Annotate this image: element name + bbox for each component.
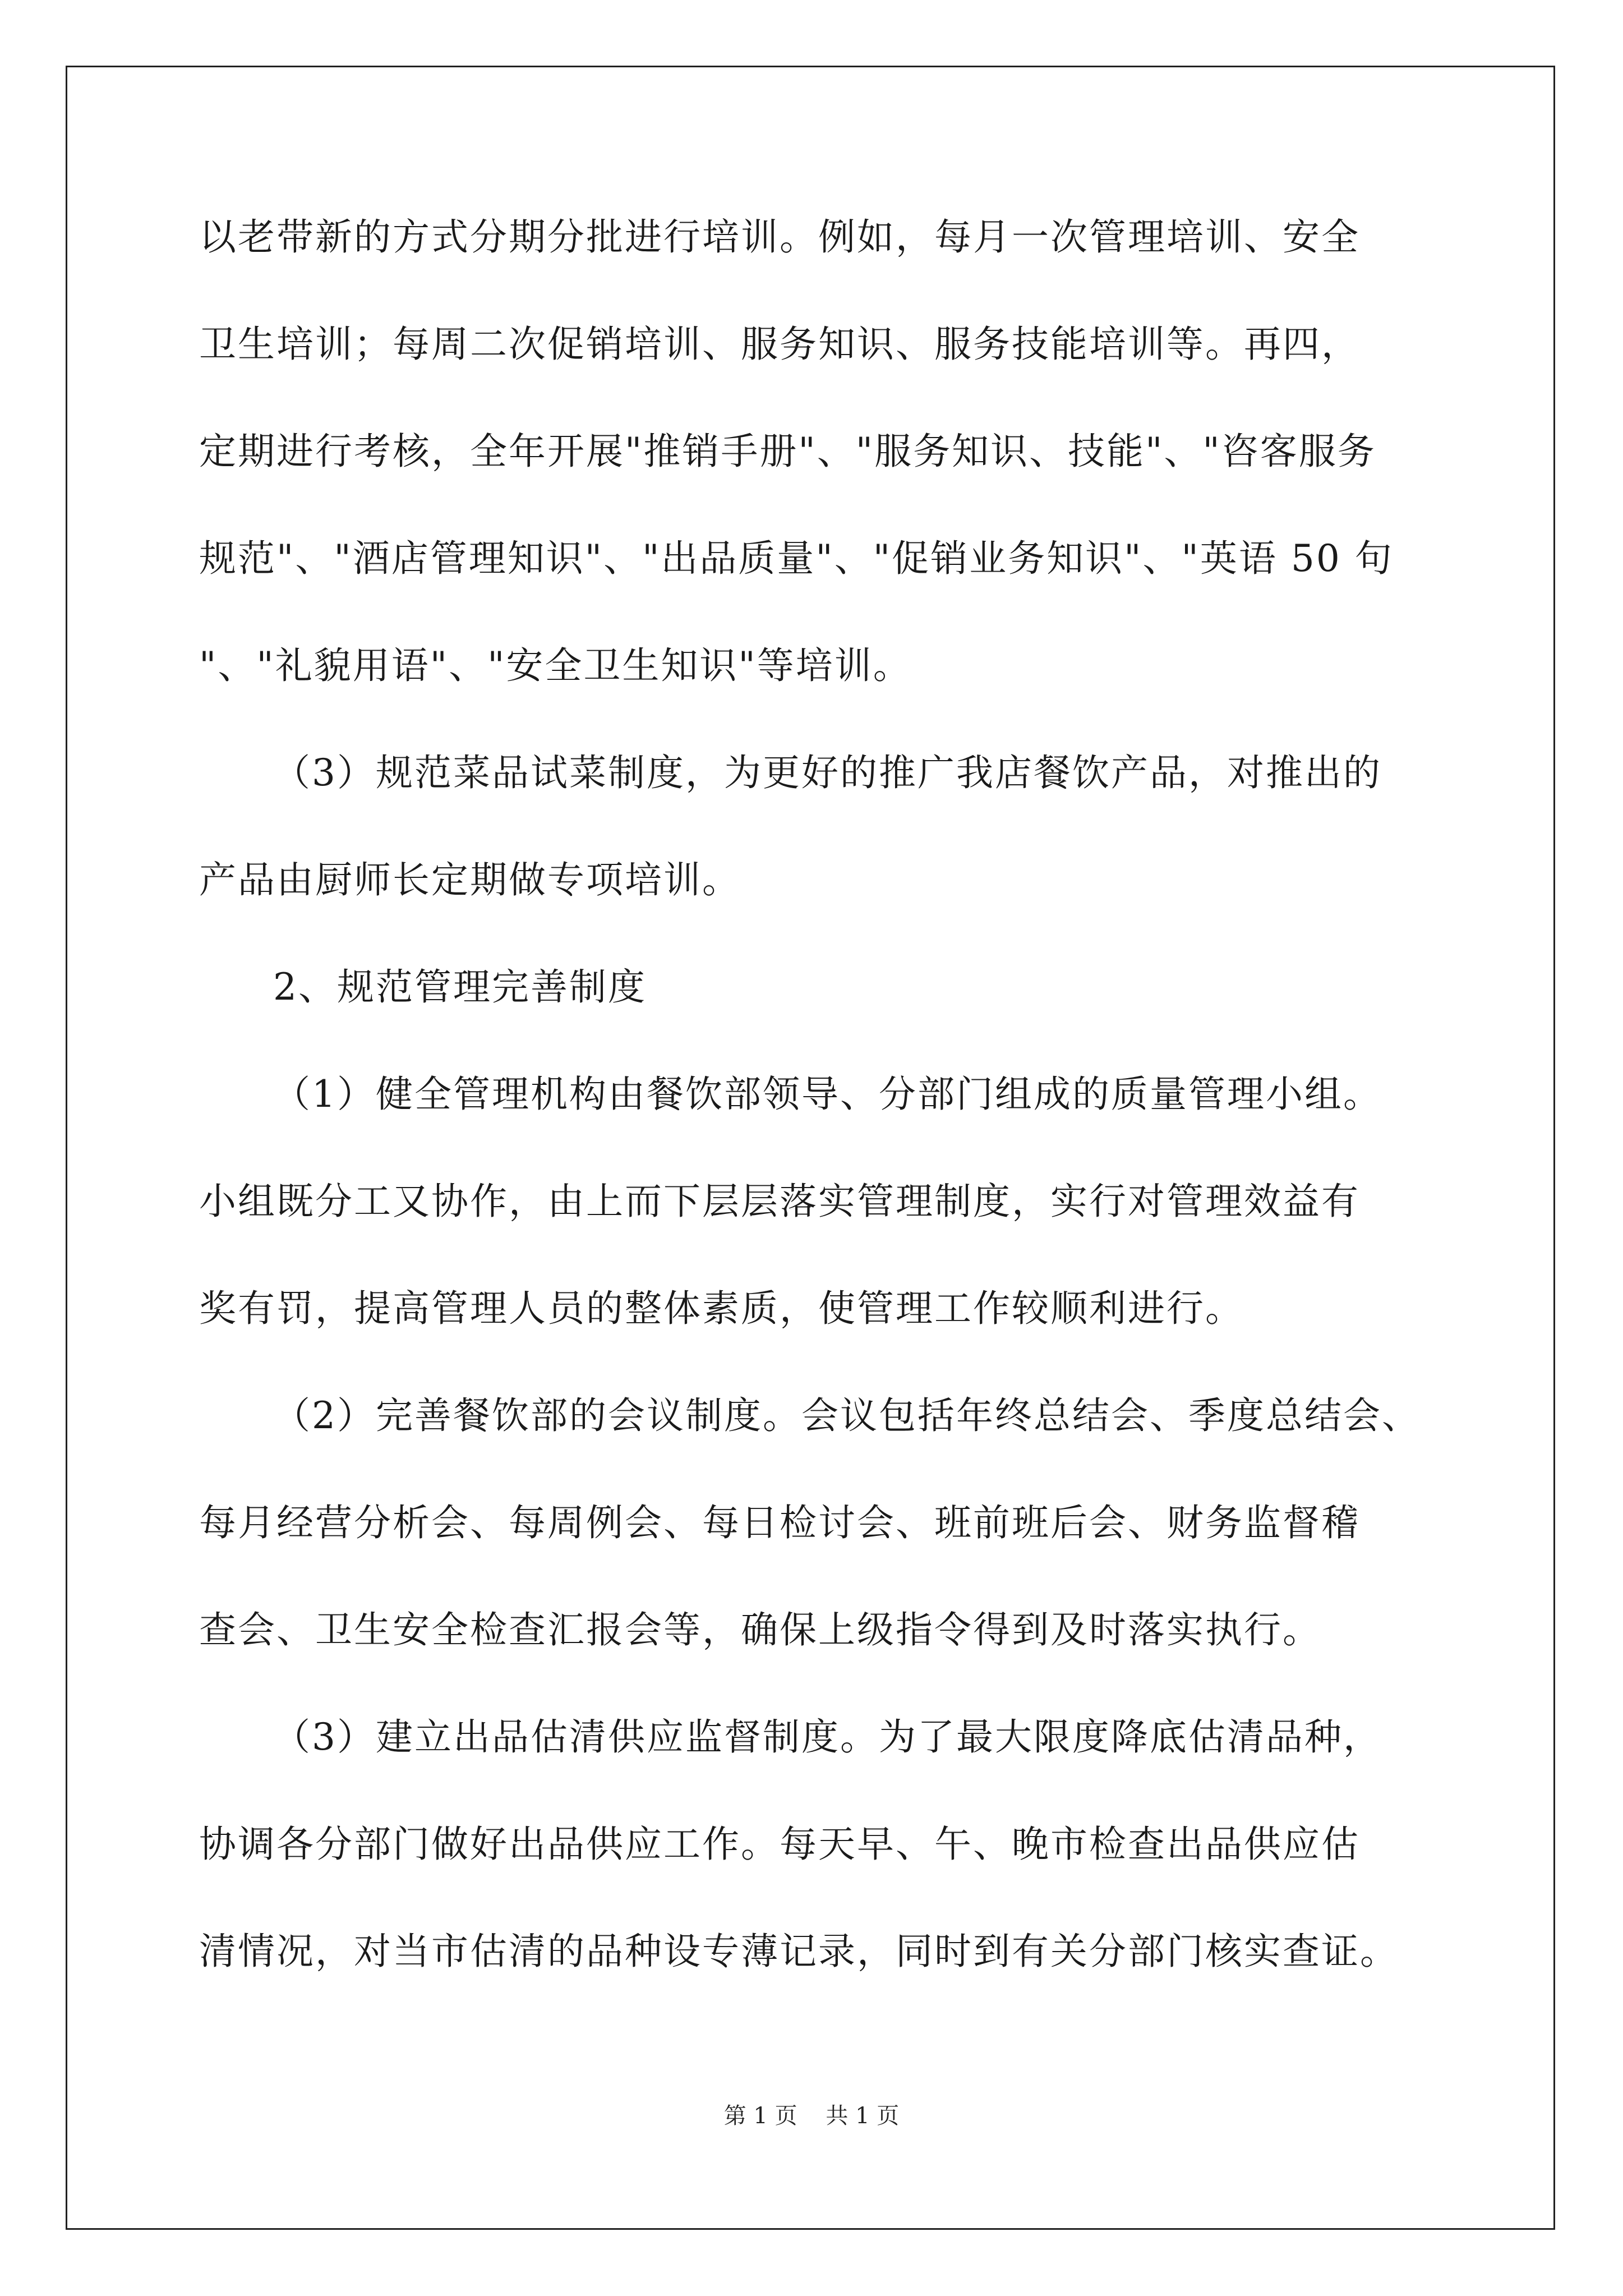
paragraph-line: 奖有罚，提高管理人员的整体素质，使管理工作较顺利进行。 [199,1287,1244,1330]
section-heading: 2、规范管理完善制度 [273,965,647,1009]
document-body [199,212,1433,2033]
paragraph-line: 每月经营分析会、每周例会、每日检讨会、班前班后会、财务监督稽 [199,1501,1360,1544]
paragraph-line: 定期进行考核，全年开展"推销手册"、"服务知识、技能"、"咨客服务 [199,430,1376,473]
page-number-footer: 第 1 页 共 1 页 [723,2103,900,2129]
paragraph-line: 以老带新的方式分期分批进行培训。例如，每月一次管理培训、安全 [199,215,1360,259]
paragraph-line: "、"礼貌用语"、"安全卫生知识"等培训。 [199,644,912,687]
paragraph-line: （1）健全管理机构由餐饮部领导、分部门组成的质量管理小组。 [273,1073,1382,1116]
paragraph-line: 产品由厨师长定期做专项培训。 [199,858,741,901]
paragraph-line: 查会、卫生安全检查汇报会等，确保上级指令得到及时落实执行。 [199,1608,1321,1651]
paragraph-line: 规范"、"酒店管理知识"、"出品质量"、"促销业务知识"、"英语 50 句 [199,537,1394,580]
paragraph-line: 小组既分工又协作，由上而下层层落实管理制度，实行对管理效益有 [199,1180,1360,1223]
paragraph-line: 清情况，对当市估清的品种设专薄记录，同时到有关分部门核实查证。 [199,1930,1399,1973]
paragraph-line: 协调各分部门做好出品供应工作。每天早、午、晚市检查出品供应估 [199,1823,1360,1866]
paragraph-line: （3）规范菜品试菜制度，为更好的推广我店餐饮产品，对推出的 [273,751,1382,794]
paragraph-line: （2）完善餐饮部的会议制度。会议包括年终总结会、季度总结会、 [273,1394,1421,1437]
paragraph-line: 卫生培训；每周二次促销培训、服务知识、服务技能培训等。再四， [199,323,1360,366]
paragraph-line: （3）建立出品估清供应监督制度。为了最大限度降底估清品种， [273,1715,1382,1759]
